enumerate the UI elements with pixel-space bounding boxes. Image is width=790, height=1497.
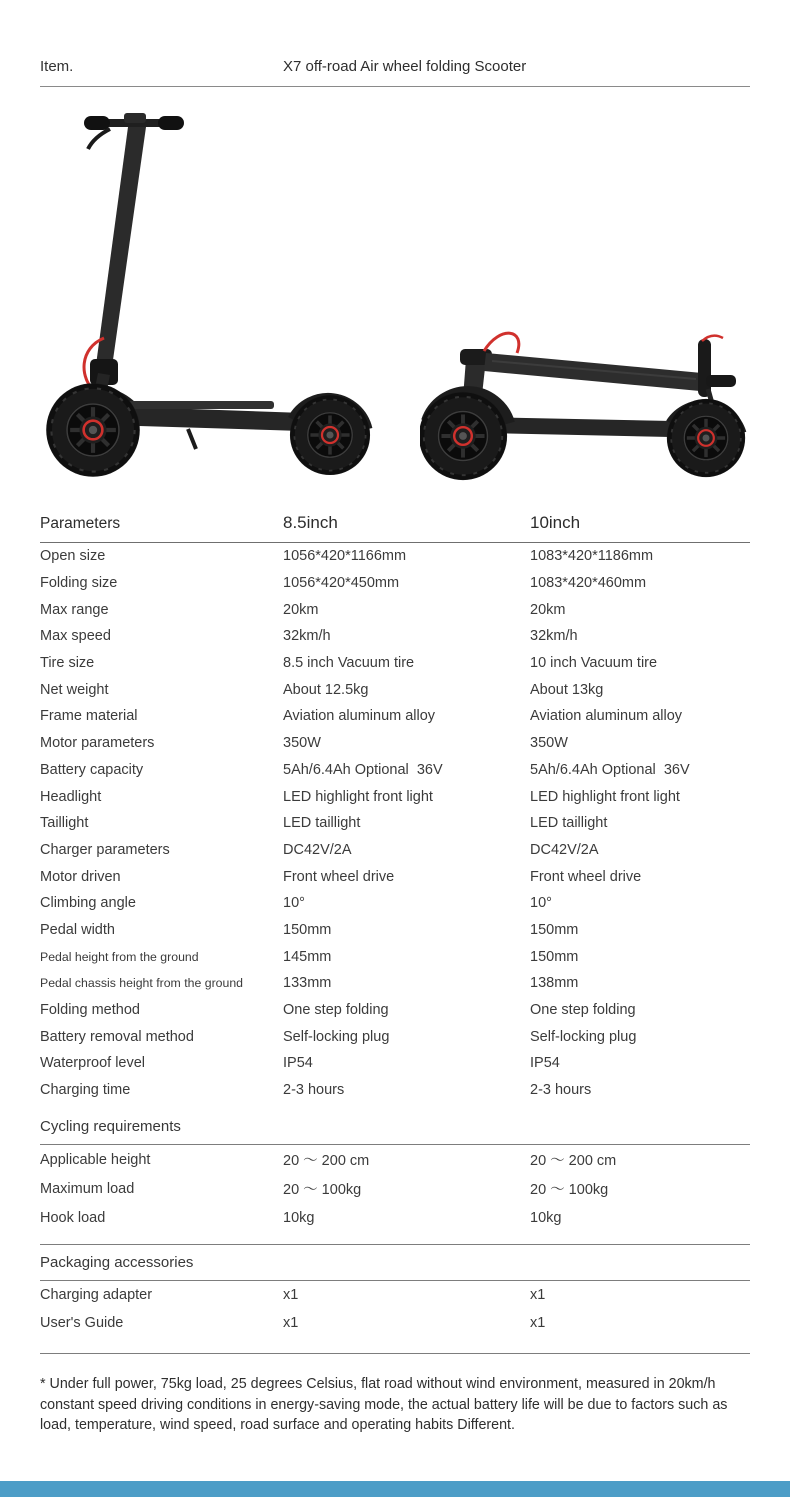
- row-label: Charging time: [40, 1082, 131, 1099]
- page-header: [40, 58, 750, 75]
- table-row: [40, 837, 750, 864]
- row-value-10inch: 2-3 hours: [530, 1082, 592, 1099]
- table-row: [40, 676, 750, 703]
- row-value-8-5inch: Self-locking plug: [283, 1028, 390, 1045]
- row-value-10inch: 10kg: [530, 1209, 562, 1226]
- accent-bar: [0, 1481, 790, 1497]
- row-value-10inch: 150mm: [530, 921, 579, 938]
- front-wheel: [46, 383, 140, 477]
- row-value-8-5inch: 10kg: [283, 1209, 315, 1226]
- row-value-10inch: About 13kg: [530, 681, 604, 698]
- row-label: Net weight: [40, 681, 109, 698]
- table-row: [40, 810, 750, 837]
- row-value-10inch: 20 ～ 200 cm: [530, 1153, 617, 1170]
- row-value-10inch: 138mm: [530, 975, 579, 992]
- row-value-8-5inch: x1: [283, 1315, 299, 1332]
- column-header-10inch: 10inch: [530, 513, 581, 532]
- footnote: * Under full power, 75kg load, 25 degrees Celsius, flat road without wind environment, measured in 20km/h constant speed driving conditions in energy-saving mode, the actual battery life will be due to factors such as load, temperature, wind speed, road surface and operating habits Different.: [40, 1376, 728, 1434]
- row-label: Motor parameters: [40, 735, 155, 752]
- front-wheel: [420, 392, 507, 480]
- row-value-8-5inch: LED highlight front light: [283, 788, 433, 805]
- row-label: Max range: [40, 601, 109, 618]
- row-value-8-5inch: 5Ah/6.4Ah Optional 36V: [283, 761, 443, 778]
- table-row: [40, 1203, 750, 1232]
- row-value-8-5inch: 20 ～ 200 cm: [283, 1153, 370, 1170]
- row-label: Hook load: [40, 1209, 106, 1226]
- row-value-10inch: One step folding: [530, 1002, 636, 1019]
- row-value-8-5inch: 1056*420*1166mm: [283, 548, 407, 565]
- table-row: [40, 730, 750, 757]
- row-label: Motor driven: [40, 868, 121, 885]
- row-value-8-5inch: Aviation aluminum alloy: [283, 708, 436, 725]
- row-value-8-5inch: 20 ～ 100kg: [283, 1182, 362, 1199]
- column-header-parameters: Parameters: [40, 515, 121, 532]
- kickstand: [188, 429, 196, 449]
- row-value-8-5inch: 150mm: [283, 921, 332, 938]
- row-value-10inch: 20 ～ 100kg: [530, 1182, 609, 1199]
- table-row: [40, 890, 750, 917]
- row-value-10inch: Self-locking plug: [530, 1028, 637, 1045]
- row-value-8-5inch: About 12.5kg: [283, 681, 369, 698]
- row-value-8-5inch: 10°: [283, 895, 305, 912]
- row-label: Maximum load: [40, 1180, 135, 1197]
- table-row: [40, 623, 750, 650]
- table-row: [40, 970, 750, 997]
- header-divider: [40, 86, 750, 87]
- row-label: Open size: [40, 548, 106, 565]
- row-label: Folding method: [40, 1002, 140, 1019]
- folded-stem: [484, 353, 702, 391]
- scooter-folded-image: [420, 317, 765, 485]
- table-row: [40, 1077, 750, 1104]
- row-value-8-5inch: x1: [283, 1287, 299, 1304]
- row-value-8-5inch: 133mm: [283, 975, 332, 992]
- row-value-8-5inch: Front wheel drive: [283, 868, 395, 885]
- table-row: [40, 1174, 750, 1203]
- rear-wheel: [290, 395, 370, 475]
- product-images: [0, 95, 790, 490]
- item-label: Item.: [40, 58, 74, 75]
- row-label: Frame material: [40, 708, 138, 725]
- table-row: [40, 570, 750, 597]
- table-header-row: [40, 500, 750, 543]
- row-value-10inch: Aviation aluminum alloy: [530, 708, 683, 725]
- row-value-10inch: 10°: [530, 895, 552, 912]
- row-value-8-5inch: IP54: [283, 1055, 313, 1072]
- table-row: [40, 703, 750, 730]
- row-label: Headlight: [40, 788, 102, 805]
- table-row: [40, 1050, 750, 1077]
- packaging-rows: [40, 1281, 750, 1337]
- table-row: [40, 943, 750, 970]
- spec-table-body: [40, 543, 750, 1103]
- row-value-8-5inch: 20km: [283, 601, 319, 618]
- table-row: [40, 917, 750, 944]
- table-row: [40, 863, 750, 890]
- row-value-10inch: IP54: [530, 1055, 560, 1072]
- row-value-10inch: 150mm: [530, 948, 579, 965]
- table-row: [40, 783, 750, 810]
- row-value-8-5inch: DC42V/2A: [283, 841, 352, 858]
- table-row: [40, 997, 750, 1024]
- row-value-10inch: Front wheel drive: [530, 868, 642, 885]
- cycling-rows: [40, 1145, 750, 1232]
- row-value-8-5inch: 2-3 hours: [283, 1082, 345, 1099]
- row-label: Pedal width: [40, 921, 115, 938]
- table-row: [40, 650, 750, 677]
- stem: [96, 127, 146, 367]
- section-title-cycling-requirements: Cycling requirements: [40, 1109, 750, 1145]
- row-value-8-5inch: LED taillight: [283, 815, 361, 832]
- row-label: Taillight: [40, 815, 89, 832]
- row-label: Pedal height from the ground: [40, 949, 199, 964]
- section-title-packaging-accessories: Packaging accessories: [40, 1245, 750, 1281]
- row-value-10inch: 1083*420*1186mm: [530, 548, 654, 565]
- row-value-8-5inch: 1056*420*450mm: [283, 575, 400, 592]
- row-value-10inch: LED taillight: [530, 815, 608, 832]
- row-value-8-5inch: 32km/h: [283, 628, 331, 645]
- table-row: [40, 1023, 750, 1050]
- row-label: Charger parameters: [40, 841, 170, 858]
- table-row: [40, 543, 750, 570]
- row-value-8-5inch: One step folding: [283, 1002, 389, 1019]
- row-value-10inch: x1: [530, 1287, 546, 1304]
- row-label: Waterproof level: [40, 1055, 146, 1072]
- table-row: [40, 757, 750, 784]
- row-value-10inch: x1: [530, 1315, 546, 1332]
- folded-handlebar: [698, 336, 736, 397]
- row-value-10inch: 350W: [530, 735, 568, 752]
- row-label: User's Guide: [40, 1315, 124, 1332]
- row-label: Battery removal method: [40, 1028, 194, 1045]
- row-label: Max speed: [40, 628, 111, 645]
- row-label: Battery capacity: [40, 761, 144, 778]
- row-value-8-5inch: 145mm: [283, 948, 332, 965]
- rear-wheel: [667, 399, 745, 477]
- spec-table: [40, 500, 750, 1436]
- row-value-10inch: DC42V/2A: [530, 841, 599, 858]
- table-row: [40, 1309, 750, 1337]
- row-value-10inch: 10 inch Vacuum tire: [530, 655, 658, 672]
- row-value-10inch: LED highlight front light: [530, 788, 680, 805]
- row-value-10inch: 32km/h: [530, 628, 578, 645]
- row-value-8-5inch: 350W: [283, 735, 321, 752]
- row-label: Applicable height: [40, 1151, 151, 1168]
- row-label: Pedal chassis height from the ground: [40, 976, 244, 991]
- row-value-10inch: 5Ah/6.4Ah Optional 36V: [530, 761, 690, 778]
- column-header-8-5inch: 8.5inch: [283, 513, 338, 532]
- table-row: [40, 1281, 750, 1309]
- table-row: [40, 596, 750, 623]
- deck-top: [114, 401, 274, 409]
- row-label: Charging adapter: [40, 1287, 153, 1304]
- row-label: Tire size: [40, 655, 95, 672]
- scooter-unfolded-image: [46, 103, 376, 483]
- table-row: [40, 1145, 750, 1174]
- page-title: X7 off-road Air wheel folding Scooter: [283, 58, 527, 75]
- divider: [40, 1353, 750, 1354]
- row-value-8-5inch: 8.5 inch Vacuum tire: [283, 655, 415, 672]
- row-label: Folding size: [40, 575, 118, 592]
- row-value-10inch: 1083*420*460mm: [530, 575, 647, 592]
- row-value-10inch: 20km: [530, 601, 566, 618]
- row-label: Climbing angle: [40, 895, 136, 912]
